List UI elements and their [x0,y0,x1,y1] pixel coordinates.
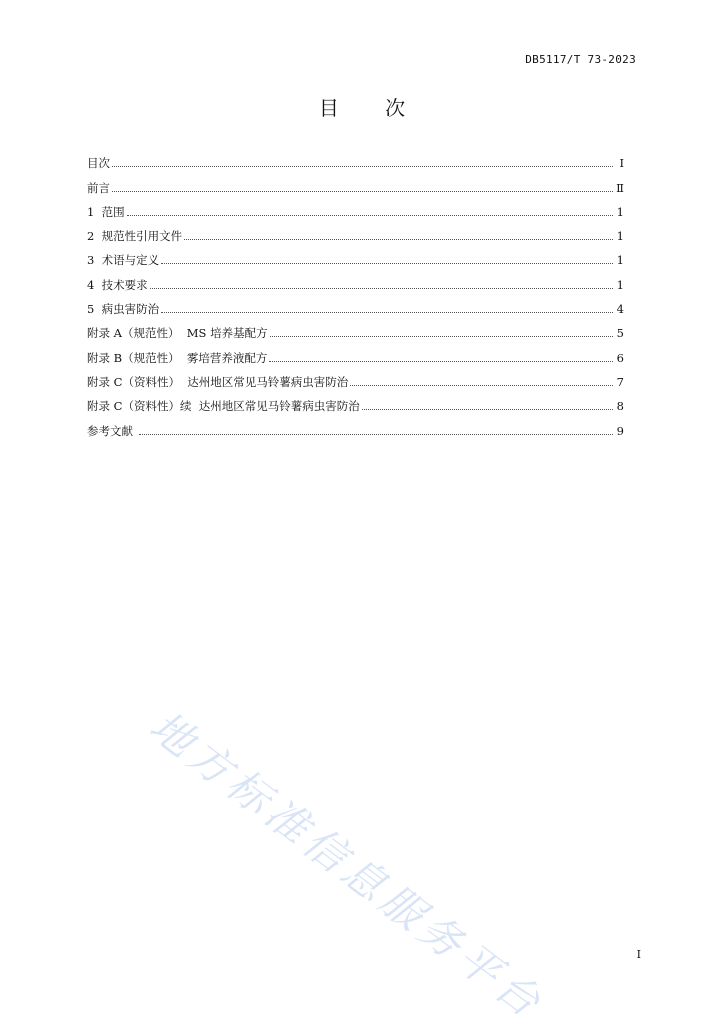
toc-dot-leader [150,287,613,289]
toc-entry-page: 1 [616,229,624,244]
toc-entry-label: 附录 A（规范性） MS 培养基配方 [87,326,268,341]
toc-entry-page: 1 [616,204,624,219]
toc-entry-appendix-a[interactable] [87,318,624,342]
toc-entry-label: 4 技术要求 [87,277,148,292]
toc-entry-label: 参考文献 [87,423,137,438]
toc-entry-page: 7 [616,374,624,389]
page-title: 目 次 [318,96,426,120]
toc-dot-leader [112,165,613,167]
toc-entry-pest-control[interactable] [87,294,624,318]
toc-dot-leader [269,360,613,362]
toc-entry-page: 6 [616,350,624,365]
toc-entry-page: 4 [616,302,624,317]
toc-entry-page: 1 [616,253,624,268]
toc-entry-label: 附录 C（资料性）续 达州地区常见马铃薯病虫害防治 [87,399,360,414]
toc-entry-appendix-c-continued[interactable] [87,391,624,415]
toc-dot-leader [139,433,613,435]
toc-dot-leader [161,262,613,264]
toc-dot-leader [184,238,613,240]
toc-entry-appendix-c[interactable] [87,367,624,391]
toc-dot-leader [161,311,613,313]
toc-entry-normative-references[interactable] [87,221,624,245]
toc-dot-leader [362,408,613,410]
toc-entry-page: 1 [616,277,624,292]
toc-entry-label: 前言 [87,180,110,195]
toc-entry-page: Ⅰ [619,156,624,171]
toc-entry-appendix-b[interactable] [87,342,624,366]
toc-entry-technical-requirements[interactable] [87,269,624,293]
toc-entry-page: 9 [616,423,624,438]
toc-entry-label: 1 范围 [87,204,125,219]
toc-entry-contents[interactable] [87,148,624,172]
toc-entry-page: 5 [616,326,624,341]
toc-entry-label: 附录 B（规范性） 雾培营养液配方 [87,350,268,365]
toc-entry-label: 3 术语与定义 [87,253,160,268]
toc-entry-references[interactable] [87,415,624,439]
toc-entry-label: 2 规范性引用文件 [87,229,183,244]
toc-entry-page: Ⅱ [616,180,624,195]
toc-dot-leader [112,190,613,192]
document-id: DB5117/T 73-2023 [525,53,636,66]
toc-entry-terms-definitions[interactable] [87,245,624,269]
toc-entry-label: 5 病虫害防治 [87,302,160,317]
page-number: I [636,948,641,961]
toc-entry-foreword[interactable] [87,172,624,196]
watermark: 地方标准信息服务平台 [140,701,554,1030]
table-of-contents [87,148,624,440]
toc-dot-leader [350,384,613,386]
toc-dot-leader [270,335,613,337]
toc-entry-scope[interactable] [87,197,624,221]
toc-entry-page: 8 [616,399,624,414]
toc-entry-label: 附录 C（资料性） 达州地区常见马铃薯病虫害防治 [87,374,349,389]
toc-dot-leader [127,214,613,216]
toc-entry-label: 目次 [87,156,110,171]
